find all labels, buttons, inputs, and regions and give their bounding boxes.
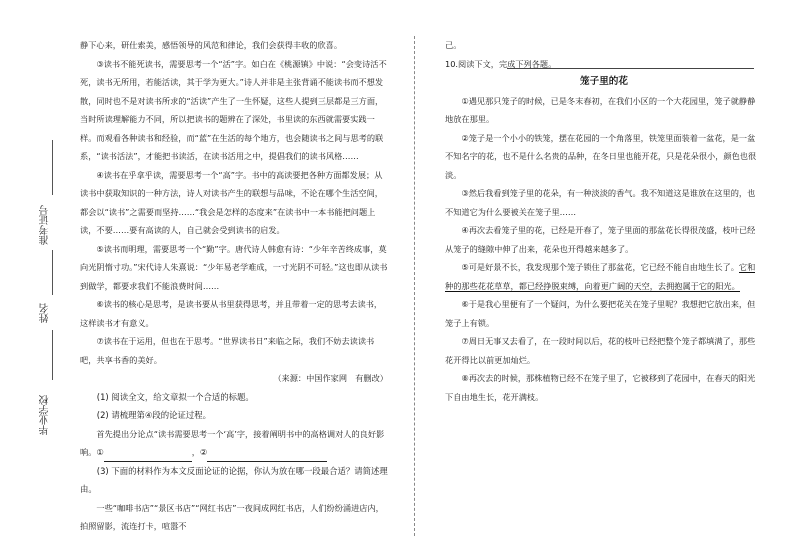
carryover-text: 己。 <box>445 40 462 50</box>
paragraph-text: ⑤可是好景不长，我发现那个笼子锁住了那盆花，它已经不能自由地生长了。 <box>461 262 739 272</box>
question-2-mid: ，② <box>191 447 208 457</box>
answer-blank-2[interactable] <box>207 450 327 462</box>
question-1: (1) 阅读全文，给文章拟一个合适的标题。 <box>96 391 254 402</box>
name-line <box>52 250 53 295</box>
paragraph: ①遇见那只笼子的时候，已是冬末春初，在我们小区的一个大花园里，笼子就静静地放在那里。 <box>445 95 756 124</box>
question-10-intro: 10.阅读下文，完成下列各题。 <box>445 58 557 69</box>
paragraph: ⑥于是我心里便有了一个疑问，为什么要把花关在笼子里呢？我想把它放出来，但笼子上有锁。 <box>445 299 756 328</box>
article-title: 笼子里的花 <box>580 76 628 87</box>
school-label: 毕业学校 <box>40 395 51 435</box>
paragraph: ⑥读书的核心是思考，是读书要从书里获得思考，并且带着一定的思考去读书，这样读书才有意义。 <box>80 299 383 328</box>
paragraph: ⑤读书而明理，需要思考一个“勤”字。唐代诗人韩愈有诗：“少年辛苦终成事，莫向光阴惰寸功。”宋代诗人朱熹说：“少年易老学难成，一寸光阴不可轻。”这也即从读书到做学，都要求我们不能浪费时间…… <box>80 243 388 291</box>
right-column <box>445 36 763 406</box>
paragraph <box>445 258 763 295</box>
paragraph: ⑧再次去的时候，那株植物已经不在笼子里了，它被移到了花园中，在春天的阳光下自由地生长，花开满枝。 <box>445 373 756 402</box>
paragraph: ④读书在乎拿乎读，需要思考一个“高”字。书中的高读要把各种方面都发展；从读书中获取知识的一种方法，诗人对读书产生的联想与品味，不论在哪个生活空间，都会以“读书”之需要而坚持……“我会是怎样的态度来”在读书中一本书能把问题上读，不要……要有高读的人，自己就会受到读书的启发。 <box>80 169 383 235</box>
column-divider <box>414 36 415 536</box>
paragraph: ③读书不能死读书，需要思考一个“活”字。如白在《桃源镇》中说：“会变诗活不死，读书无所用，若能活读，其于学为更大。”诗人并非是主张背诵不能读书而不想发散，同时也不是对读书所求的“活读”产生了一生怀疑，这些人提到三层都是三方面，当时所读理解能力不同，所以把读书的题辨在了深处，书里读的东西就需要实践一样。而观看各种读书和经验，而“蓝”在生活的每个地方，也会随读书之间与思考的联系，“读书活法”，才能把书读活，在读书活用之中，提倡我们的读书风格…… <box>80 58 387 161</box>
answer-line-top[interactable] <box>507 68 754 69</box>
name-label: 姓名 <box>40 303 51 323</box>
question-2-text: 首先提出分论点“读书需要思考一个‘高’字，接着阐明书中的高格调对人的良好影响。① <box>80 428 385 457</box>
left-column <box>80 36 388 536</box>
paragraph: ⑦周日无事又去看了，在一段时间以后，花的枝叶已经把整个笼子都填满了，那些花开得比以前更加灿烂。 <box>445 336 756 365</box>
question-3: (3) 下面的材料作为本文反面论证的论据，你认为放在哪一段最合适？请简述理由。 <box>80 465 388 494</box>
paragraph: ②笼子是一个小小的铁笼，摆在花园的一个角落里，铁笼里面装着一盆花，是一盆不知名字的花，也不是什么名贵的品种，在冬日里也能开花，只是花朵很小，颜色也很淡。 <box>445 132 757 180</box>
paragraph: ④再次去看笼子里的花，已经是开春了，笼子里面的那盆花长得很茂盛，枝叶已经从笼子的缝隙中伸了出来，花朵也开得越来越多了。 <box>445 225 756 254</box>
question-2: (2) 请梳理第④段的论证过程。 <box>96 410 211 420</box>
exam-number-line <box>52 140 53 195</box>
question-3-material: 一些“咖啡书店”“景区书店”“网红书店”一夜间成网红书店，人们纷纷涌进店内，拍照留影，流连打卡，喧嚣不 <box>80 502 384 531</box>
answer-blank-1[interactable] <box>104 450 192 462</box>
exam-number-label: 准考证号 <box>40 205 51 245</box>
paragraph: 静下心来，研仕索美，感悟领导的风范和律论，我们会获得丰收的欣喜。 <box>80 40 343 50</box>
left-margin-rail <box>0 0 68 560</box>
underlined-sentence: 它和种的那些花花草草，都已经挣脱束缚，向着更广阔的天空，去拥抱属于它的阳光。 <box>445 262 756 291</box>
question-2-fill <box>80 425 388 462</box>
paragraph: ③然后我看到笼子里的花朵，有一种淡淡的香气。我不知道这是谁放在这里的，也不知道它为什么要被关在笼子里…… <box>445 188 756 217</box>
source-note: （来源：中国作家网 有删改） <box>273 373 388 383</box>
paragraph: ⑦读书在于运用，但也在于思考。“世界读书日”来临之际，我们不妨去读读书吧，共享书香的美好。 <box>80 336 375 365</box>
school-line <box>52 330 53 380</box>
